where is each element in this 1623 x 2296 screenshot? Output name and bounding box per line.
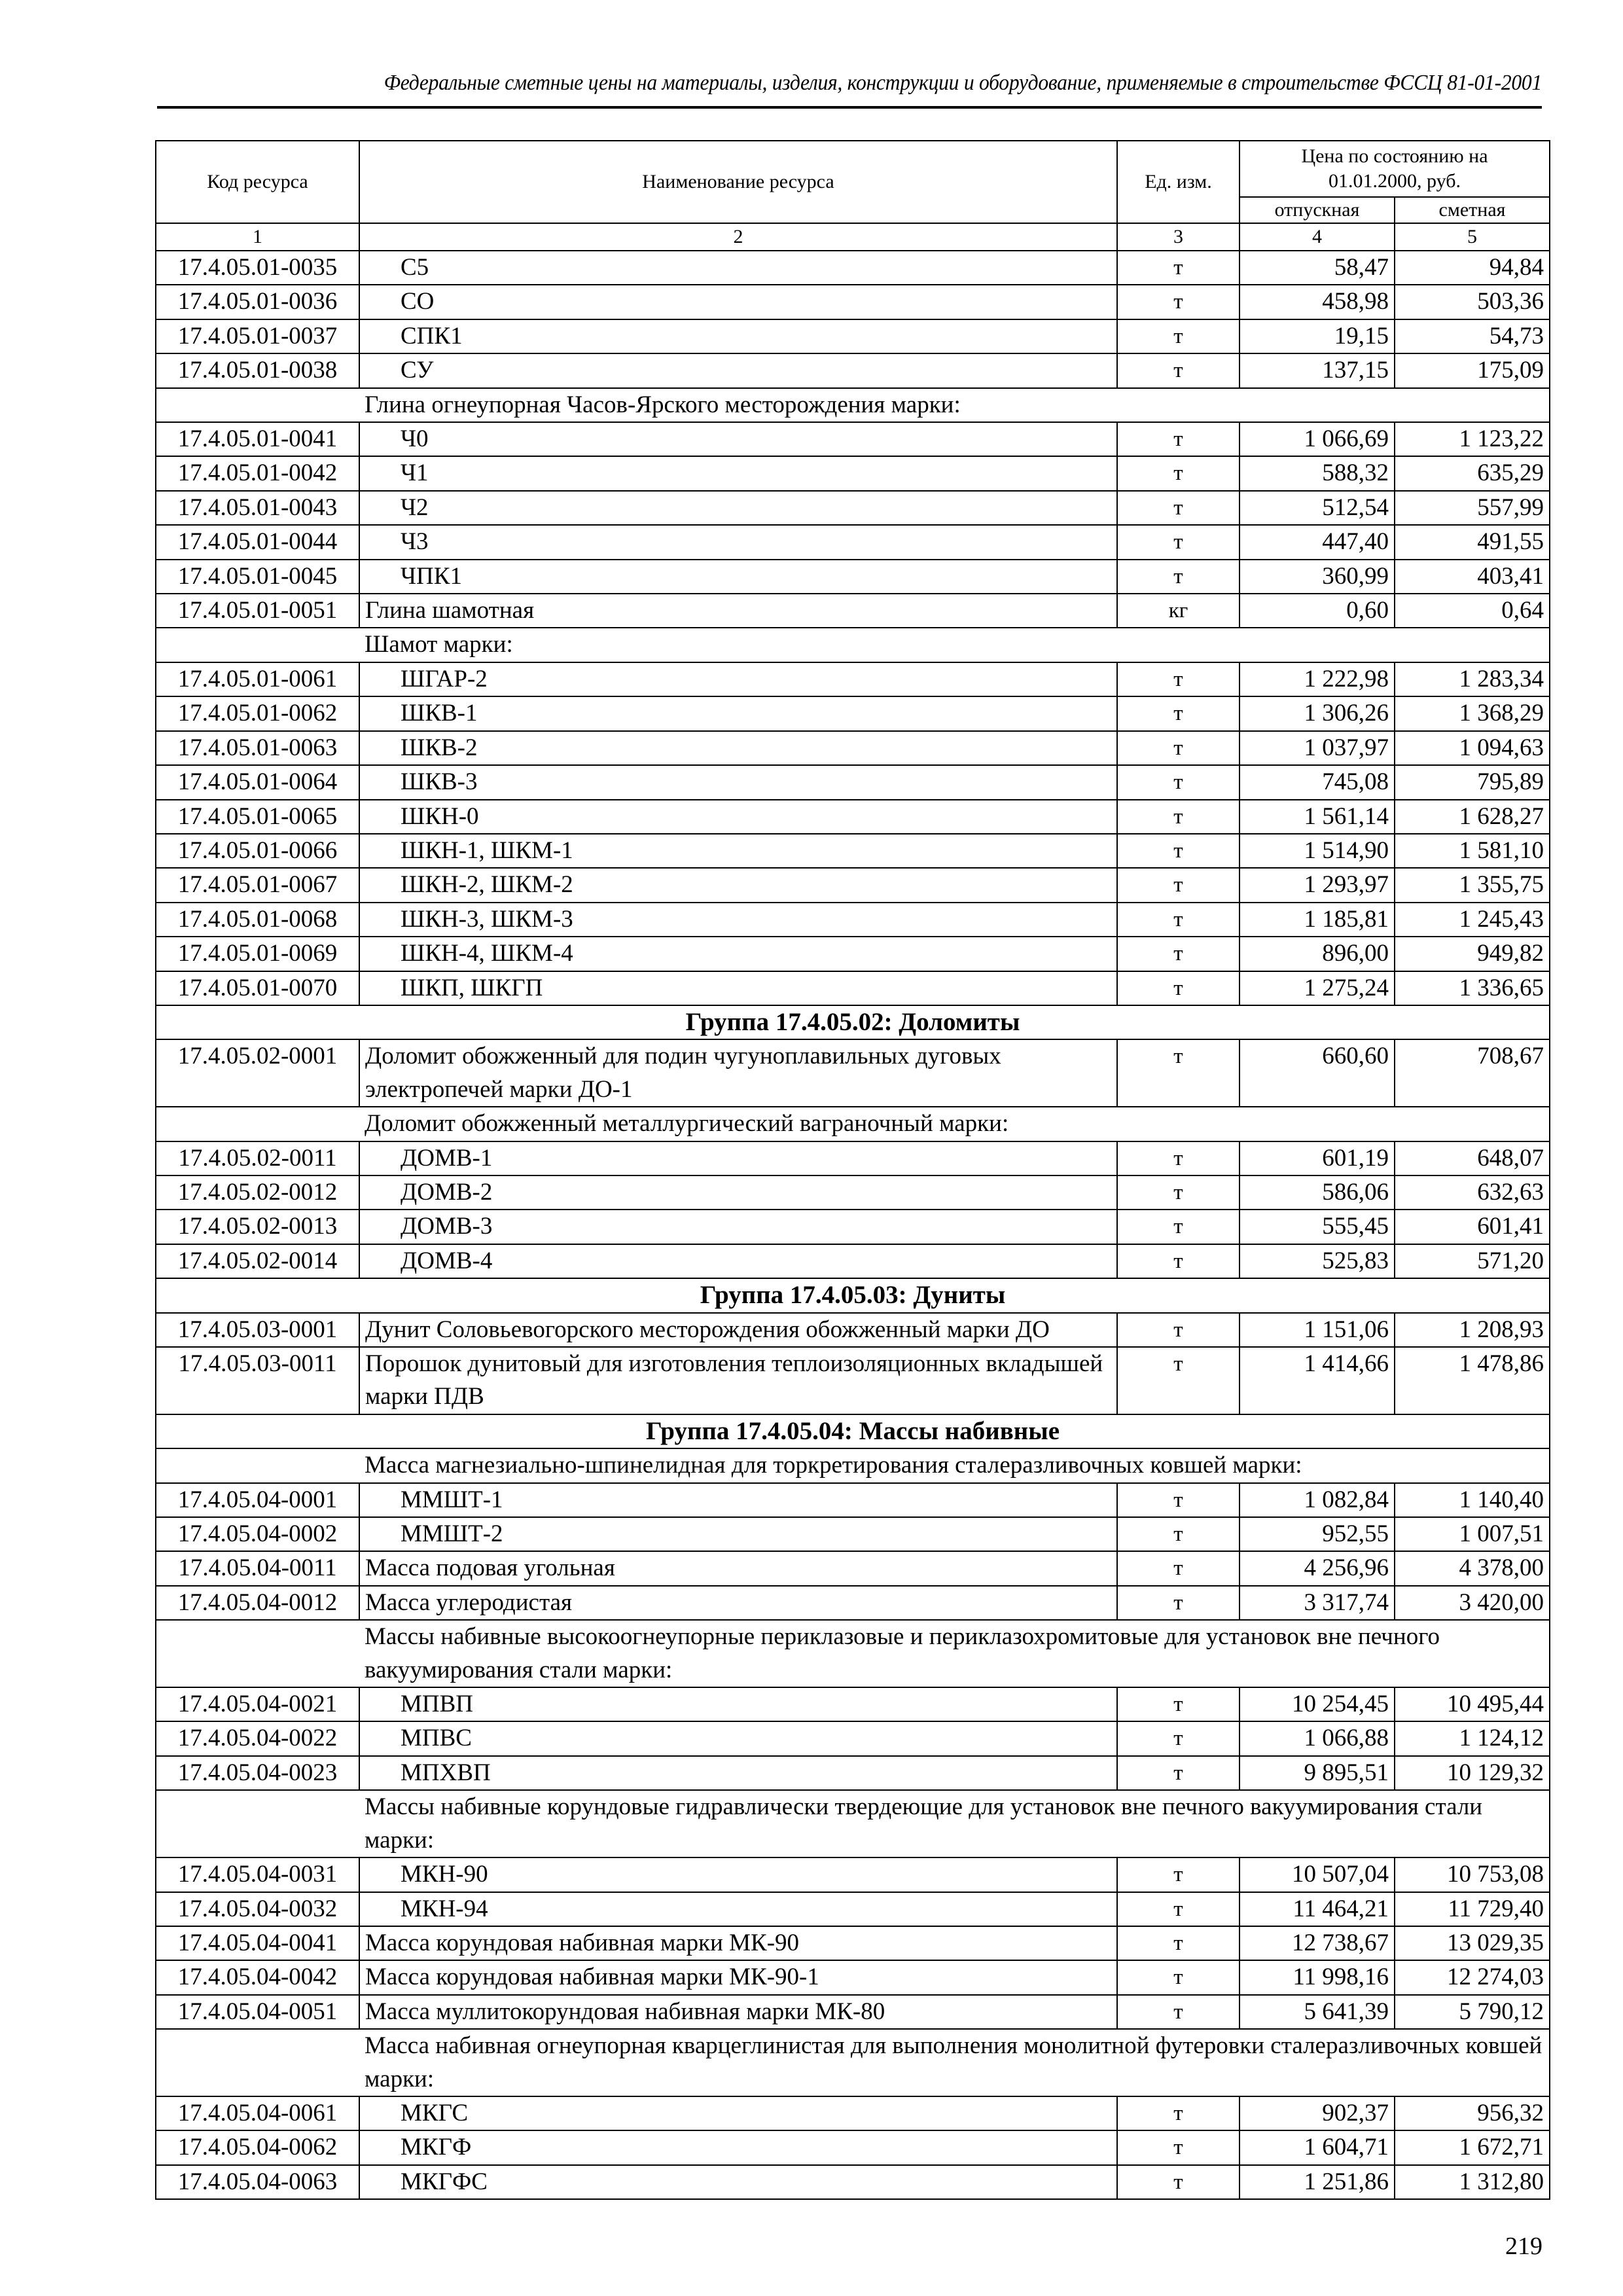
- resource-name: ШКП, ШКГП: [359, 971, 1117, 1005]
- estimate-price: 13 029,35: [1395, 1926, 1550, 1960]
- resource-code: 17.4.05.04-0031: [156, 1857, 359, 1892]
- estimate-price: 11 729,40: [1395, 1892, 1550, 1926]
- unit: т: [1117, 2130, 1240, 2164]
- resource-name: Порошок дунитовый для изготовления теплоизоляционных вкладышей марки ПДВ: [359, 1347, 1117, 1414]
- table-row: [156, 1347, 1550, 1414]
- release-price: 1 514,90: [1240, 834, 1395, 868]
- estimate-price: 1 007,51: [1395, 1517, 1550, 1551]
- resource-name: ШКН-2, ШКМ-2: [359, 868, 1117, 902]
- subheading-row: [156, 1790, 1550, 1857]
- resource-code: 17.4.05.04-0001: [156, 1483, 359, 1517]
- table-row: [156, 1892, 1550, 1926]
- table-row: [156, 1551, 1550, 1585]
- estimate-price: 10 495,44: [1395, 1687, 1550, 1721]
- release-price: 9 895,51: [1240, 1756, 1395, 1790]
- release-price: 1 414,66: [1240, 1347, 1395, 1414]
- unit: кг: [1117, 594, 1240, 628]
- resource-code: 17.4.05.01-0036: [156, 285, 359, 319]
- resource-name: ММШТ-1: [359, 1483, 1117, 1517]
- unit: т: [1117, 525, 1240, 559]
- release-price: 360,99: [1240, 560, 1395, 594]
- release-price: 10 254,45: [1240, 1687, 1395, 1721]
- subheading-row: [156, 1620, 1550, 1687]
- resource-name: ШКН-1, ШКМ-1: [359, 834, 1117, 868]
- unit: т: [1117, 937, 1240, 971]
- unit: т: [1117, 251, 1240, 285]
- release-price: 458,98: [1240, 285, 1395, 319]
- resource-name: Глина шамотная: [359, 594, 1117, 628]
- estimate-price: 1 478,86: [1395, 1347, 1550, 1414]
- col-header-name: Наименование ресурса: [359, 141, 1117, 223]
- subheading-text: Массы набивные высокоогнеупорные периклазовые и периклазохромитовые для установок вне печного вакуумирования стали марки:: [359, 1620, 1550, 1687]
- subheading-row: [156, 1107, 1550, 1141]
- col-number: 3: [1117, 223, 1240, 251]
- release-price: 11 464,21: [1240, 1892, 1395, 1926]
- table-row: [156, 353, 1550, 387]
- estimate-price: 491,55: [1395, 525, 1550, 559]
- subheading-text: Масса набивная огнеупорная кварцеглинистая для выполнения монолитной футеровки сталеразливочных ковшей марки:: [359, 2029, 1550, 2096]
- table-row: [156, 765, 1550, 799]
- release-price: 58,47: [1240, 251, 1395, 285]
- release-price: 902,37: [1240, 2096, 1395, 2130]
- estimate-price: 5 790,12: [1395, 1995, 1550, 2029]
- release-price: 1 066,88: [1240, 1721, 1395, 1755]
- table-row: [156, 1721, 1550, 1755]
- estimate-price: 1 208,93: [1395, 1313, 1550, 1347]
- release-price: 0,60: [1240, 594, 1395, 628]
- resource-name: МКГФС: [359, 2165, 1117, 2199]
- estimate-price: 1 672,71: [1395, 2130, 1550, 2164]
- estimate-price: 1 124,12: [1395, 1721, 1550, 1755]
- group-row: [156, 1005, 1550, 1039]
- unit: т: [1117, 319, 1240, 353]
- release-price: 601,19: [1240, 1141, 1395, 1175]
- resource-code: 17.4.05.02-0001: [156, 1039, 359, 1107]
- resource-code: 17.4.05.03-0001: [156, 1313, 359, 1347]
- estimate-price: 557,99: [1395, 491, 1550, 525]
- subheading-text: Шамот марки:: [359, 628, 1550, 662]
- unit: т: [1117, 834, 1240, 868]
- resource-name: ЧПК1: [359, 560, 1117, 594]
- resource-code: 17.4.05.04-0023: [156, 1756, 359, 1790]
- release-price: 1 306,26: [1240, 696, 1395, 730]
- estimate-price: 503,36: [1395, 285, 1550, 319]
- resource-code: 17.4.05.02-0014: [156, 1244, 359, 1278]
- table-row: [156, 251, 1550, 285]
- unit: т: [1117, 1141, 1240, 1175]
- estimate-price: 0,64: [1395, 594, 1550, 628]
- resource-name: Масса углеродистая: [359, 1586, 1117, 1620]
- release-price: 4 256,96: [1240, 1551, 1395, 1585]
- estimate-price: 1 283,34: [1395, 662, 1550, 696]
- table-row: [156, 868, 1550, 902]
- resource-name: МКГС: [359, 2096, 1117, 2130]
- estimate-price: 403,41: [1395, 560, 1550, 594]
- estimate-price: 1 628,27: [1395, 800, 1550, 834]
- table-row: [156, 834, 1550, 868]
- table-row: [156, 731, 1550, 765]
- empty-cell: [156, 388, 359, 422]
- group-title: Группа 17.4.05.03: Дуниты: [156, 1278, 1550, 1312]
- unit: т: [1117, 1960, 1240, 1994]
- resource-code: 17.4.05.01-0043: [156, 491, 359, 525]
- resource-code: 17.4.05.01-0061: [156, 662, 359, 696]
- subheading-text: Доломит обожженный металлургический ваграночный марки:: [359, 1107, 1550, 1141]
- estimate-price: 1 368,29: [1395, 696, 1550, 730]
- estimate-price: 795,89: [1395, 765, 1550, 799]
- col-header-estimate-price: сметная: [1395, 197, 1550, 223]
- estimate-price: 54,73: [1395, 319, 1550, 353]
- unit: т: [1117, 1313, 1240, 1347]
- col-number: 1: [156, 223, 359, 251]
- unit: т: [1117, 1857, 1240, 1892]
- unit: т: [1117, 903, 1240, 937]
- resource-name: ШКН-0: [359, 800, 1117, 834]
- resource-name: ДОМВ-2: [359, 1175, 1117, 1210]
- release-price: 896,00: [1240, 937, 1395, 971]
- release-price: 1 293,97: [1240, 868, 1395, 902]
- table-row: [156, 319, 1550, 353]
- estimate-price: 648,07: [1395, 1141, 1550, 1175]
- empty-cell: [156, 1620, 359, 1687]
- resource-name: Масса подовая угольная: [359, 1551, 1117, 1585]
- resource-name: Ч0: [359, 422, 1117, 456]
- table-row: [156, 1687, 1550, 1721]
- release-price: 512,54: [1240, 491, 1395, 525]
- price-table: [155, 140, 1550, 2200]
- empty-cell: [156, 1448, 359, 1482]
- table-row: [156, 1175, 1550, 1210]
- unit: т: [1117, 971, 1240, 1005]
- resource-code: 17.4.05.04-0032: [156, 1892, 359, 1926]
- resource-code: 17.4.05.04-0063: [156, 2165, 359, 2199]
- table-row: [156, 971, 1550, 1005]
- unit: т: [1117, 731, 1240, 765]
- resource-code: 17.4.05.04-0011: [156, 1551, 359, 1585]
- col-number: 2: [359, 223, 1117, 251]
- resource-name: СУ: [359, 353, 1117, 387]
- running-header: Федеральные сметные цены на материалы, изделия, конструкции и оборудование, применяемые в строительстве ФССЦ 81-01-2001: [383, 71, 1542, 95]
- release-price: 1 185,81: [1240, 903, 1395, 937]
- unit: т: [1117, 1551, 1240, 1585]
- release-price: 1 561,14: [1240, 800, 1395, 834]
- col-number: 5: [1395, 223, 1550, 251]
- resource-name: ДОМВ-4: [359, 1244, 1117, 1278]
- estimate-price: 10 753,08: [1395, 1857, 1550, 1892]
- resource-name: ШКН-3, ШКМ-3: [359, 903, 1117, 937]
- col-number: 4: [1240, 223, 1395, 251]
- resource-name: МКН-90: [359, 1857, 1117, 1892]
- table-row: [156, 1313, 1550, 1347]
- release-price: 11 998,16: [1240, 1960, 1395, 1994]
- table-row: [156, 594, 1550, 628]
- resource-code: 17.4.05.01-0068: [156, 903, 359, 937]
- table-row: [156, 1586, 1550, 1620]
- resource-name: Ч1: [359, 456, 1117, 490]
- release-price: 3 317,74: [1240, 1586, 1395, 1620]
- subheading-row: [156, 388, 1550, 422]
- resource-name: СО: [359, 285, 1117, 319]
- estimate-price: 601,41: [1395, 1210, 1550, 1244]
- release-price: 525,83: [1240, 1244, 1395, 1278]
- resource-name: Дунит Соловьевогорского месторождения обожженный марки ДО: [359, 1313, 1117, 1347]
- estimate-price: 632,63: [1395, 1175, 1550, 1210]
- table-row: [156, 1960, 1550, 1994]
- estimate-price: 175,09: [1395, 353, 1550, 387]
- release-price: 1 037,97: [1240, 731, 1395, 765]
- empty-cell: [156, 1107, 359, 1141]
- unit: т: [1117, 2096, 1240, 2130]
- unit: т: [1117, 1721, 1240, 1755]
- release-price: 588,32: [1240, 456, 1395, 490]
- page-number: 219: [1505, 2233, 1543, 2260]
- resource-code: 17.4.05.01-0066: [156, 834, 359, 868]
- estimate-price: 3 420,00: [1395, 1586, 1550, 1620]
- resource-code: 17.4.05.02-0011: [156, 1141, 359, 1175]
- unit: т: [1117, 1687, 1240, 1721]
- release-price: 12 738,67: [1240, 1926, 1395, 1960]
- unit: т: [1117, 1175, 1240, 1210]
- table-row: [156, 422, 1550, 456]
- estimate-price: 1 312,80: [1395, 2165, 1550, 2199]
- resource-name: С5: [359, 251, 1117, 285]
- unit: т: [1117, 1892, 1240, 1926]
- resource-name: МПВП: [359, 1687, 1117, 1721]
- resource-name: ШГАР-2: [359, 662, 1117, 696]
- resource-code: 17.4.05.01-0044: [156, 525, 359, 559]
- group-row: [156, 1414, 1550, 1448]
- resource-name: СПК1: [359, 319, 1117, 353]
- estimate-price: 708,67: [1395, 1039, 1550, 1107]
- subheading-row: [156, 1448, 1550, 1482]
- col-header-release-price: отпускная: [1240, 197, 1395, 223]
- estimate-price: 1 336,65: [1395, 971, 1550, 1005]
- subheading-text: Массы набивные корундовые гидравлически твердеющие для установок вне печного вакуумирования стали марки:: [359, 1790, 1550, 1857]
- table-row: [156, 1141, 1550, 1175]
- col-header-unit: Ед. изм.: [1117, 141, 1240, 223]
- estimate-price: 1 094,63: [1395, 731, 1550, 765]
- resource-code: 17.4.05.04-0041: [156, 1926, 359, 1960]
- unit: т: [1117, 696, 1240, 730]
- resource-code: 17.4.05.01-0065: [156, 800, 359, 834]
- unit: т: [1117, 868, 1240, 902]
- table-row: [156, 456, 1550, 490]
- release-price: 555,45: [1240, 1210, 1395, 1244]
- table-row: [156, 1210, 1550, 1244]
- release-price: 137,15: [1240, 353, 1395, 387]
- table-row: [156, 2096, 1550, 2130]
- unit: т: [1117, 1039, 1240, 1107]
- estimate-price: 635,29: [1395, 456, 1550, 490]
- unit: т: [1117, 1347, 1240, 1414]
- estimate-price: 1 245,43: [1395, 903, 1550, 937]
- estimate-price: 4 378,00: [1395, 1551, 1550, 1585]
- resource-code: 17.4.05.04-0002: [156, 1517, 359, 1551]
- resource-name: ШКВ-3: [359, 765, 1117, 799]
- unit: т: [1117, 1586, 1240, 1620]
- unit: т: [1117, 765, 1240, 799]
- estimate-price: 571,20: [1395, 1244, 1550, 1278]
- unit: т: [1117, 2165, 1240, 2199]
- release-price: 586,06: [1240, 1175, 1395, 1210]
- resource-code: 17.4.05.01-0063: [156, 731, 359, 765]
- resource-code: 17.4.05.02-0013: [156, 1210, 359, 1244]
- resource-code: 17.4.05.01-0062: [156, 696, 359, 730]
- unit: т: [1117, 1244, 1240, 1278]
- resource-name: Ч3: [359, 525, 1117, 559]
- estimate-price: 956,32: [1395, 2096, 1550, 2130]
- table-row: [156, 1857, 1550, 1892]
- release-price: 1 275,24: [1240, 971, 1395, 1005]
- estimate-price: 1 140,40: [1395, 1483, 1550, 1517]
- resource-code: 17.4.05.04-0012: [156, 1586, 359, 1620]
- resource-code: 17.4.05.03-0011: [156, 1347, 359, 1414]
- resource-name: МПХВП: [359, 1756, 1117, 1790]
- empty-cell: [156, 1790, 359, 1857]
- table-row: [156, 1039, 1550, 1107]
- release-price: 1 604,71: [1240, 2130, 1395, 2164]
- estimate-price: 1 355,75: [1395, 868, 1550, 902]
- resource-name: МКН-94: [359, 1892, 1117, 1926]
- table-row: [156, 2165, 1550, 2199]
- estimate-price: 949,82: [1395, 937, 1550, 971]
- resource-name: Масса муллитокорундовая набивная марки МК-80: [359, 1995, 1117, 2029]
- resource-name: МПВС: [359, 1721, 1117, 1755]
- resource-code: 17.4.05.01-0038: [156, 353, 359, 387]
- resource-code: 17.4.05.01-0069: [156, 937, 359, 971]
- unit: т: [1117, 1517, 1240, 1551]
- resource-name: МКГФ: [359, 2130, 1117, 2164]
- table-row: [156, 285, 1550, 319]
- resource-code: 17.4.05.02-0012: [156, 1175, 359, 1210]
- resource-code: 17.4.05.01-0037: [156, 319, 359, 353]
- release-price: 447,40: [1240, 525, 1395, 559]
- release-price: 952,55: [1240, 1517, 1395, 1551]
- table-row: [156, 560, 1550, 594]
- release-price: 660,60: [1240, 1039, 1395, 1107]
- unit: т: [1117, 285, 1240, 319]
- release-price: 1 222,98: [1240, 662, 1395, 696]
- resource-name: ШКВ-1: [359, 696, 1117, 730]
- unit: т: [1117, 1995, 1240, 2029]
- estimate-price: 1 123,22: [1395, 422, 1550, 456]
- estimate-price: 10 129,32: [1395, 1756, 1550, 1790]
- table-row: [156, 903, 1550, 937]
- release-price: 1 066,69: [1240, 422, 1395, 456]
- release-price: 5 641,39: [1240, 1995, 1395, 2029]
- table-row: [156, 491, 1550, 525]
- table-body: [156, 251, 1550, 2199]
- resource-code: 17.4.05.04-0021: [156, 1687, 359, 1721]
- table-row: [156, 937, 1550, 971]
- table-row: [156, 1517, 1550, 1551]
- table-row: [156, 1995, 1550, 2029]
- table-row: [156, 2130, 1550, 2164]
- resource-code: 17.4.05.01-0035: [156, 251, 359, 285]
- table-row: [156, 1926, 1550, 1960]
- release-price: 1 082,84: [1240, 1483, 1395, 1517]
- release-price: 745,08: [1240, 765, 1395, 799]
- resource-code: 17.4.05.01-0070: [156, 971, 359, 1005]
- table-row: [156, 696, 1550, 730]
- estimate-price: 12 274,03: [1395, 1960, 1550, 1994]
- resource-name: Масса корундовая набивная марки МК-90: [359, 1926, 1117, 1960]
- release-price: 19,15: [1240, 319, 1395, 353]
- release-price: 1 151,06: [1240, 1313, 1395, 1347]
- estimate-price: 1 581,10: [1395, 834, 1550, 868]
- resource-code: 17.4.05.04-0042: [156, 1960, 359, 1994]
- release-price: 10 507,04: [1240, 1857, 1395, 1892]
- table-row: [156, 1244, 1550, 1278]
- empty-cell: [156, 2029, 359, 2096]
- resource-code: 17.4.05.04-0061: [156, 2096, 359, 2130]
- group-title: Группа 17.4.05.02: Доломиты: [156, 1005, 1550, 1039]
- resource-code: 17.4.05.04-0022: [156, 1721, 359, 1755]
- table-row: [156, 662, 1550, 696]
- resource-name: ДОМВ-1: [359, 1141, 1117, 1175]
- unit: т: [1117, 456, 1240, 490]
- resource-code: 17.4.05.01-0064: [156, 765, 359, 799]
- resource-name: Масса корундовая набивная марки МК-90-1: [359, 1960, 1117, 1994]
- subheading-row: [156, 628, 1550, 662]
- table-row: [156, 525, 1550, 559]
- resource-code: 17.4.05.01-0041: [156, 422, 359, 456]
- resource-code: 17.4.05.01-0051: [156, 594, 359, 628]
- resource-name: ШКН-4, ШКМ-4: [359, 937, 1117, 971]
- resource-code: 17.4.05.01-0042: [156, 456, 359, 490]
- header-rule: [157, 106, 1542, 109]
- unit: т: [1117, 422, 1240, 456]
- subheading-text: Глина огнеупорная Часов-Ярского месторождения марки:: [359, 388, 1550, 422]
- estimate-price: 94,84: [1395, 251, 1550, 285]
- unit: т: [1117, 1756, 1240, 1790]
- table-row: [156, 1483, 1550, 1517]
- unit: т: [1117, 662, 1240, 696]
- col-header-code: Код ресурса: [156, 141, 359, 223]
- unit: т: [1117, 353, 1240, 387]
- subheading-text: Масса магнезиально-шпинелидная для торкретирования сталеразливочных ковшей марки:: [359, 1448, 1550, 1482]
- resource-code: 17.4.05.04-0051: [156, 1995, 359, 2029]
- resource-code: 17.4.05.01-0067: [156, 868, 359, 902]
- resource-name: ШКВ-2: [359, 731, 1117, 765]
- unit: т: [1117, 1483, 1240, 1517]
- resource-code: 17.4.05.04-0062: [156, 2130, 359, 2164]
- unit: т: [1117, 560, 1240, 594]
- empty-cell: [156, 628, 359, 662]
- resource-name: ММШТ-2: [359, 1517, 1117, 1551]
- unit: т: [1117, 800, 1240, 834]
- table-row: [156, 800, 1550, 834]
- group-title: Группа 17.4.05.04: Массы набивные: [156, 1414, 1550, 1448]
- resource-name: ДОМВ-3: [359, 1210, 1117, 1244]
- resource-name: Ч2: [359, 491, 1117, 525]
- resource-name: Доломит обожженный для подин чугуноплавильных дуговых электропечей марки ДО-1: [359, 1039, 1117, 1107]
- col-header-price: Цена по состоянию на 01.01.2000, руб.: [1240, 141, 1550, 197]
- resource-code: 17.4.05.01-0045: [156, 560, 359, 594]
- table-row: [156, 1756, 1550, 1790]
- unit: т: [1117, 1926, 1240, 1960]
- unit: т: [1117, 1210, 1240, 1244]
- unit: т: [1117, 491, 1240, 525]
- subheading-row: [156, 2029, 1550, 2096]
- group-row: [156, 1278, 1550, 1312]
- release-price: 1 251,86: [1240, 2165, 1395, 2199]
